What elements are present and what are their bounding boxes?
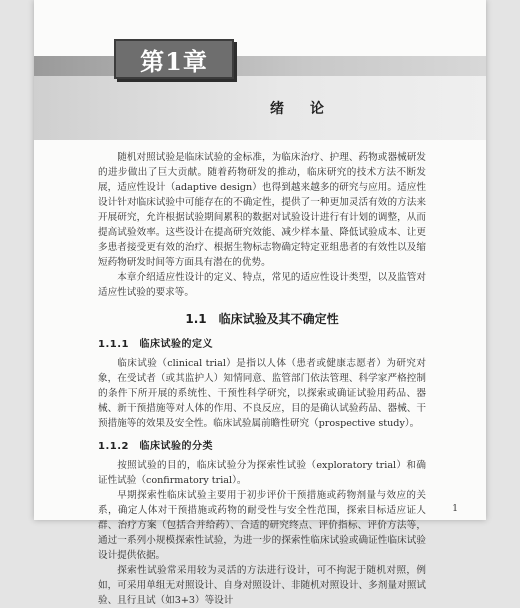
classification-paragraph-1: 按照试验的目的，临床试验分为探索性试验（exploratory trial）和确证性试验（confirmatory trial）。 <box>98 460 426 486</box>
classification-paragraph-3: 探索性试验常采用较为灵活的方法进行设计，可不拘泥于随机对照，例如，可采用单组无对照设计、自身对照设计、非随机对照设计、多剂量对照试验、且行且试（如3+3）等设计 <box>98 565 426 606</box>
page-number: 1 <box>452 504 458 514</box>
chapter-title-band <box>34 76 486 140</box>
subsection-heading-1-1-1: 1.1.1 临床试验的定义 <box>98 339 213 350</box>
intro-paragraph-2: 本章介绍适应性设计的定义、特点，常见的适应性设计类型，以及监管对适应性试验的要求等。 <box>98 272 426 298</box>
chapter-title: 绪 论 <box>270 101 330 117</box>
intro-paragraph-1: 随机对照试验是临床试验的金标准，为临床治疗、护理、药物或器械研发的进步做出了巨大贡献。随着药物研发的推动，临床研究的技术方法不断发展，适应性设计（adaptive design）也得到越来越多的研究与应用。适应性设计针对临床试验中可能存在的不确定性，提供了一种更加灵活有效的方法来开展研究，允许根据试验期间累积的数据对试验设计进行有计划的调整，从而提高试验效率。这些设计在提高研究效能、减少样本量、降低试验成本、让更多患者接受更有效的治疗、根据生物标志物确定特定亚组患者的有效性以及缩短药物研发时间等方面具有潜在的优势。 <box>98 152 426 268</box>
subsection-heading-1-1-2: 1.1.2 临床试验的分类 <box>98 441 213 452</box>
book-page <box>34 0 486 606</box>
chapter-label: 第1章 <box>114 39 234 79</box>
clinical-trial-definition-paragraph: 临床试验（clinical trial）是指以人体（患者或健康志愿者）为研究对象，在受试者（或其监护人）知情同意、监管部门依法管理、科学家严格控制的条件下所开展的系统性、干预性科学研究，以探索或确证试验用药品、器械、新干预措施等对人体的作用、不良反应，目的是确认试验药品、器械、干预措施等的效果及安全性。临床试验属前瞻性研究（prospective study）。 <box>98 358 426 429</box>
classification-paragraph-2: 早期探索性临床试验主要用于初步评价干预措施或药物剂量与效应的关系，确定人体对干预措施或药物的耐受性与安全性范围，探索目标适应证人群、治疗方案（包括合并给药）、合适的研究终点、评价指标、评价方法等，通过一系列小规模探索性试验，为进一步的探索性临床试验或确证性临床试验设计提供依据。 <box>98 490 426 561</box>
page-content <box>98 150 426 608</box>
section-heading-1-1: 1.1 临床试验及其不确定性 <box>185 312 339 326</box>
